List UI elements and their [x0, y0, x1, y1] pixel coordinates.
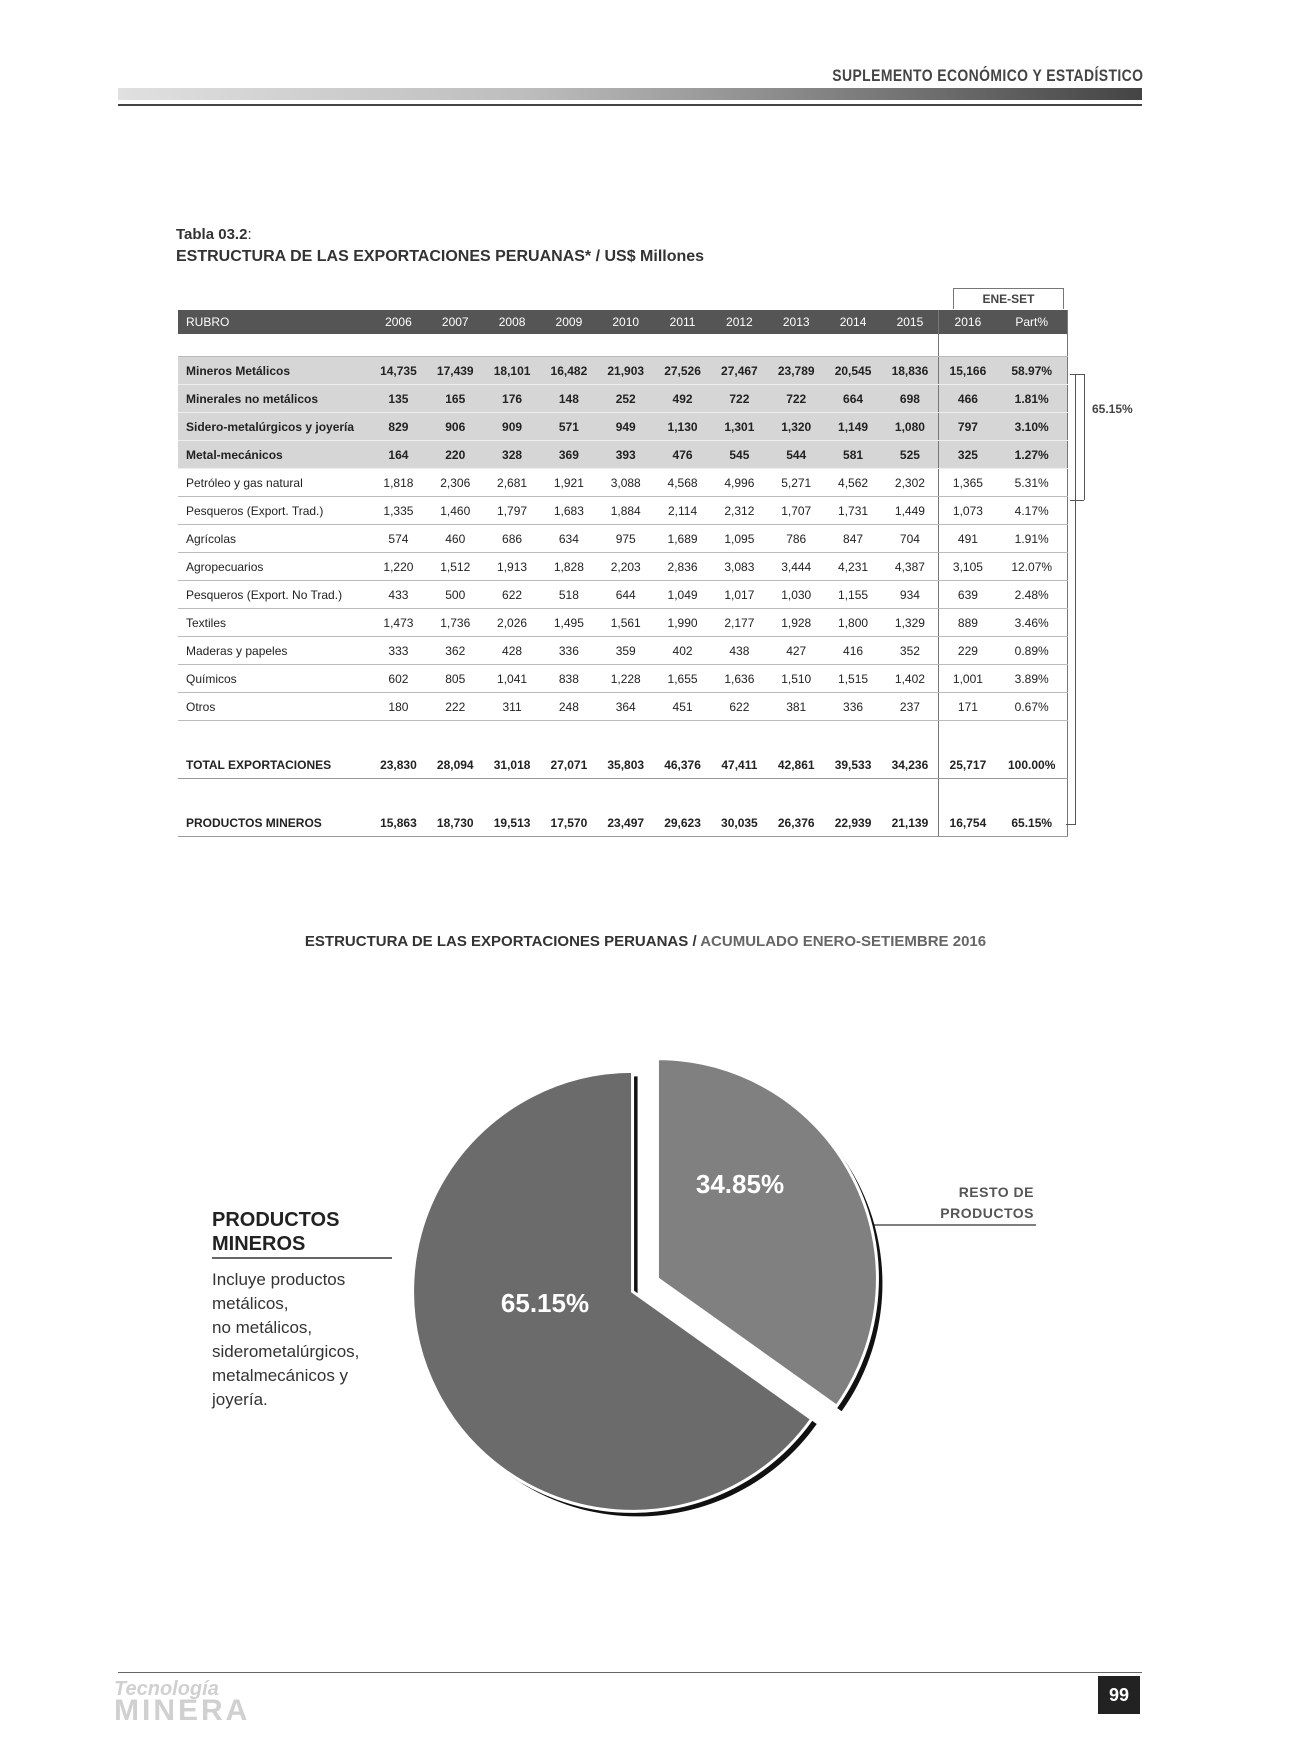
- table-cell: 574: [370, 525, 427, 553]
- table-cell: 2,177: [711, 609, 768, 637]
- table-label-bold: Tabla 03.2: [176, 226, 248, 243]
- row-label: Otros: [178, 693, 370, 721]
- table-cell: 21,903: [597, 357, 654, 385]
- table-cell: 1,228: [597, 665, 654, 693]
- table-cell: 352: [881, 637, 938, 665]
- table-cell: 1,707: [768, 497, 825, 525]
- row-label: Pesqueros (Export. Trad.): [178, 497, 370, 525]
- table-cell: 1,921: [540, 469, 597, 497]
- row-label: Sidero-metalúrgicos y joyería: [178, 413, 370, 441]
- table-cell: 23,497: [597, 809, 654, 837]
- table-cell: 829: [370, 413, 427, 441]
- table-cell: 180: [370, 693, 427, 721]
- table-cell: 2,203: [597, 553, 654, 581]
- table-cell: 1,731: [825, 497, 882, 525]
- table-cell: 639: [939, 581, 996, 609]
- table-cell: 889: [939, 609, 996, 637]
- table-cell: 248: [540, 693, 597, 721]
- table-cell: 336: [540, 637, 597, 665]
- table-cell: 1,655: [654, 665, 711, 693]
- table-cell: 30,035: [711, 809, 768, 837]
- table-cell: 3,105: [939, 553, 996, 581]
- table-cell: 1.91%: [996, 525, 1067, 553]
- column-header: 2016: [939, 310, 996, 334]
- table-cell: 402: [654, 637, 711, 665]
- logo-text-bottom: MINERA: [114, 1694, 251, 1727]
- table-cell: 5,271: [768, 469, 825, 497]
- table-cell: 229: [939, 637, 996, 665]
- table-cell: 22,939: [825, 809, 882, 837]
- table-cell: 364: [597, 693, 654, 721]
- table-cell: 39,533: [825, 751, 882, 779]
- bracket-label: 65.15%: [1092, 402, 1133, 416]
- table-cell: 622: [711, 693, 768, 721]
- table-cell: 644: [597, 581, 654, 609]
- table-cell: 427: [768, 637, 825, 665]
- table-cell: 0.89%: [996, 637, 1067, 665]
- table-cell: 1,636: [711, 665, 768, 693]
- column-header: 2008: [484, 310, 541, 334]
- table-cell: 3.46%: [996, 609, 1067, 637]
- table-cell: 16,754: [939, 809, 996, 837]
- mineros-label-line-2: MINEROS: [212, 1233, 306, 1255]
- table-cell: 1,510: [768, 665, 825, 693]
- table-cell: 100.00%: [996, 751, 1067, 779]
- table-cell: 934: [881, 581, 938, 609]
- table-cell: 18,101: [484, 357, 541, 385]
- ene-set-header: ENE-SET: [953, 288, 1064, 309]
- table-cell: 18,836: [881, 357, 938, 385]
- table-cell: 949: [597, 413, 654, 441]
- logo-text-top: Tecnología: [114, 1678, 219, 1700]
- table-cell: 1,800: [825, 609, 882, 637]
- column-header: 2010: [597, 310, 654, 334]
- table-cell: 46,376: [654, 751, 711, 779]
- table-cell: 545: [711, 441, 768, 469]
- column-header: 2011: [654, 310, 711, 334]
- table-cell: 1,990: [654, 609, 711, 637]
- table-cell: 686: [484, 525, 541, 553]
- table-cell: 3.89%: [996, 665, 1067, 693]
- table-cell: 1,828: [540, 553, 597, 581]
- row-label: Maderas y papeles: [178, 637, 370, 665]
- table-cell: 0.67%: [996, 693, 1067, 721]
- table-cell: 17,570: [540, 809, 597, 837]
- table-cell: 1,041: [484, 665, 541, 693]
- table-cell: 1,689: [654, 525, 711, 553]
- table-cell: 975: [597, 525, 654, 553]
- table-cell: 393: [597, 441, 654, 469]
- table-cell: 704: [881, 525, 938, 553]
- table-cell: 1,515: [825, 665, 882, 693]
- table-cell: 4,568: [654, 469, 711, 497]
- row-label: TOTAL EXPORTACIONES: [178, 751, 370, 779]
- table-cell: 525: [881, 441, 938, 469]
- mineros-description-line: metálicos,: [212, 1294, 289, 1313]
- resto-label-line-1: RESTO DE: [958, 1184, 1034, 1200]
- table-cell: 1,365: [939, 469, 996, 497]
- table-cell: 328: [484, 441, 541, 469]
- table-cell: 311: [484, 693, 541, 721]
- table-cell: 27,526: [654, 357, 711, 385]
- row-label: Químicos: [178, 665, 370, 693]
- table-cell: 237: [881, 693, 938, 721]
- column-header: 2009: [540, 310, 597, 334]
- table-cell: 622: [484, 581, 541, 609]
- column-header: 2012: [711, 310, 768, 334]
- row-label: Pesqueros (Export. No Trad.): [178, 581, 370, 609]
- table-cell: 28,094: [427, 751, 484, 779]
- table-cell: 164: [370, 441, 427, 469]
- mineros-label-line-1: PRODUCTOS: [212, 1209, 340, 1231]
- table-cell: 1,329: [881, 609, 938, 637]
- table-cell: 491: [939, 525, 996, 553]
- table-cell: 1.81%: [996, 385, 1067, 413]
- table-cell: 428: [484, 637, 541, 665]
- table-cell: 4,562: [825, 469, 882, 497]
- table-cell: 460: [427, 525, 484, 553]
- row-label: Agrícolas: [178, 525, 370, 553]
- table-cell: 909: [484, 413, 541, 441]
- table-cell: 1,095: [711, 525, 768, 553]
- mineros-description: [212, 1268, 392, 1412]
- table-cell: 26,376: [768, 809, 825, 837]
- column-header: 2015: [881, 310, 938, 334]
- column-header: 2013: [768, 310, 825, 334]
- table-cell: 27,467: [711, 357, 768, 385]
- table-cell: 42,861: [768, 751, 825, 779]
- table-cell: 2,026: [484, 609, 541, 637]
- table-cell: 165: [427, 385, 484, 413]
- table-cell: 838: [540, 665, 597, 693]
- table-cell: 1,797: [484, 497, 541, 525]
- table-title: ESTRUCTURA DE LAS EXPORTACIONES PERUANAS* / US$ Millones: [176, 248, 705, 265]
- table-cell: 786: [768, 525, 825, 553]
- table-cell: 14,735: [370, 357, 427, 385]
- mineros-description-line: no metálicos,: [212, 1318, 313, 1337]
- table-cell: 433: [370, 581, 427, 609]
- table-cell: 2,302: [881, 469, 938, 497]
- table-cell: 135: [370, 385, 427, 413]
- table-cell: 35,803: [597, 751, 654, 779]
- running-header: SUPLEMENTO ECONÓMICO Y ESTADÍSTICO: [831, 66, 1143, 85]
- table-cell: 4,387: [881, 553, 938, 581]
- table-cell: 476: [654, 441, 711, 469]
- page-number: 99: [1098, 1676, 1140, 1714]
- row-label: Petróleo y gas natural: [178, 469, 370, 497]
- mineros-label: [212, 1208, 339, 1256]
- table-cell: 2,114: [654, 497, 711, 525]
- table-cell: 2.48%: [996, 581, 1067, 609]
- table-cell: 220: [427, 441, 484, 469]
- row-label: Mineros Metálicos: [178, 357, 370, 385]
- table-cell: 4,231: [825, 553, 882, 581]
- table-cell: 438: [711, 637, 768, 665]
- table-cell: 1,130: [654, 413, 711, 441]
- table-cell: 492: [654, 385, 711, 413]
- column-header: RUBRO: [178, 310, 370, 334]
- table-cell: 252: [597, 385, 654, 413]
- table-cell: 451: [654, 693, 711, 721]
- table-cell: 797: [939, 413, 996, 441]
- table-cell: 1,449: [881, 497, 938, 525]
- table-cell: 3,444: [768, 553, 825, 581]
- table-cell: 3.10%: [996, 413, 1067, 441]
- table-cell: 65.15%: [996, 809, 1067, 837]
- table-cell: 4.17%: [996, 497, 1067, 525]
- table-cell: 500: [427, 581, 484, 609]
- chart-title-accent: ACUMULADO ENERO-SETIEMBRE 2016: [700, 933, 987, 950]
- row-label: PRODUCTOS MINEROS: [178, 809, 370, 837]
- table-cell: 47,411: [711, 751, 768, 779]
- table-cell: 1,149: [825, 413, 882, 441]
- row-label: Minerales no metálicos: [178, 385, 370, 413]
- table-cell: 581: [825, 441, 882, 469]
- table-cell: 34,236: [881, 751, 938, 779]
- table-cell: 1,473: [370, 609, 427, 637]
- table-cell: 333: [370, 637, 427, 665]
- table-cell: 3,088: [597, 469, 654, 497]
- table-cell: 1,030: [768, 581, 825, 609]
- table-cell: 1,335: [370, 497, 427, 525]
- table-cell: 17,439: [427, 357, 484, 385]
- table-cell: 23,830: [370, 751, 427, 779]
- table-cell: 602: [370, 665, 427, 693]
- table-cell: 325: [939, 441, 996, 469]
- table-cell: 31,018: [484, 751, 541, 779]
- table-cell: 805: [427, 665, 484, 693]
- table-cell: 416: [825, 637, 882, 665]
- resto-label-line-2: PRODUCTOS: [940, 1205, 1034, 1221]
- table-cell: 2,681: [484, 469, 541, 497]
- row-label: Metal-mecánicos: [178, 441, 370, 469]
- table-cell: 847: [825, 525, 882, 553]
- table-cell: 1,402: [881, 665, 938, 693]
- column-header: Part%: [996, 310, 1067, 334]
- column-header: 2006: [370, 310, 427, 334]
- table-cell: 2,836: [654, 553, 711, 581]
- table-cell: 15,863: [370, 809, 427, 837]
- table-cell: 15,166: [939, 357, 996, 385]
- table-cell: 1,818: [370, 469, 427, 497]
- chart-title-main: ESTRUCTURA DE LAS EXPORTACIONES PERUANAS /: [304, 933, 701, 950]
- table-cell: 1,220: [370, 553, 427, 581]
- table-cell: 20,545: [825, 357, 882, 385]
- table-cell: 21,139: [881, 809, 938, 837]
- table-cell: 1,320: [768, 413, 825, 441]
- table-label-suffix: :: [247, 226, 252, 243]
- table-cell: 1,683: [540, 497, 597, 525]
- mineros-description-line: metalmecánicos y: [212, 1366, 349, 1385]
- table-cell: 12.07%: [996, 553, 1067, 581]
- table-cell: 16,482: [540, 357, 597, 385]
- table-cell: 18,730: [427, 809, 484, 837]
- table-cell: 369: [540, 441, 597, 469]
- table-cell: 222: [427, 693, 484, 721]
- table-cell: 58.97%: [996, 357, 1067, 385]
- column-header: 2007: [427, 310, 484, 334]
- table-cell: 1,561: [597, 609, 654, 637]
- row-label: Agropecuarios: [178, 553, 370, 581]
- table-cell: 906: [427, 413, 484, 441]
- table-cell: 148: [540, 385, 597, 413]
- table-cell: 25,717: [939, 751, 996, 779]
- table-cell: 544: [768, 441, 825, 469]
- table-cell: 336: [825, 693, 882, 721]
- pie-label: 34.85%: [695, 1169, 785, 1200]
- mineros-description-line: siderometalúrgicos,: [212, 1342, 360, 1361]
- mineros-description-line: Incluye productos: [212, 1270, 346, 1289]
- table-cell: 1,512: [427, 553, 484, 581]
- table-cell: 171: [939, 693, 996, 721]
- table-cell: 3,083: [711, 553, 768, 581]
- table-cell: 23,789: [768, 357, 825, 385]
- column-header: 2014: [825, 310, 882, 334]
- mineros-description-line: joyería.: [212, 1390, 268, 1409]
- table-cell: 1,049: [654, 581, 711, 609]
- table-cell: 19,513: [484, 809, 541, 837]
- table-cell: 571: [540, 413, 597, 441]
- table-cell: 722: [711, 385, 768, 413]
- table-cell: 698: [881, 385, 938, 413]
- table-cell: 518: [540, 581, 597, 609]
- table-cell: 1,884: [597, 497, 654, 525]
- table-cell: 27,071: [540, 751, 597, 779]
- footer-rule: [118, 1672, 1142, 1673]
- table-cell: 1,073: [939, 497, 996, 525]
- table-cell: 1,460: [427, 497, 484, 525]
- table-cell: 359: [597, 637, 654, 665]
- table-cell: 1,913: [484, 553, 541, 581]
- table-cell: 664: [825, 385, 882, 413]
- row-label: Textiles: [178, 609, 370, 637]
- table-cell: 1,001: [939, 665, 996, 693]
- table-cell: 722: [768, 385, 825, 413]
- table-cell: 362: [427, 637, 484, 665]
- resto-label: [900, 1182, 1034, 1224]
- table-cell: 1,928: [768, 609, 825, 637]
- table-cell: 4,996: [711, 469, 768, 497]
- table-cell: 5.31%: [996, 469, 1067, 497]
- table-cell: 381: [768, 693, 825, 721]
- table-cell: 634: [540, 525, 597, 553]
- table-cell: 1,017: [711, 581, 768, 609]
- table-cell: 1.27%: [996, 441, 1067, 469]
- table-cell: 1,301: [711, 413, 768, 441]
- table-cell: 176: [484, 385, 541, 413]
- table-cell: 1,495: [540, 609, 597, 637]
- table-cell: 466: [939, 385, 996, 413]
- table-cell: 1,080: [881, 413, 938, 441]
- table-cell: 29,623: [654, 809, 711, 837]
- table-cell: 2,312: [711, 497, 768, 525]
- table-cell: 1,736: [427, 609, 484, 637]
- table-cell: 2,306: [427, 469, 484, 497]
- table-cell: 1,155: [825, 581, 882, 609]
- pie-label: 65.15%: [500, 1287, 590, 1318]
